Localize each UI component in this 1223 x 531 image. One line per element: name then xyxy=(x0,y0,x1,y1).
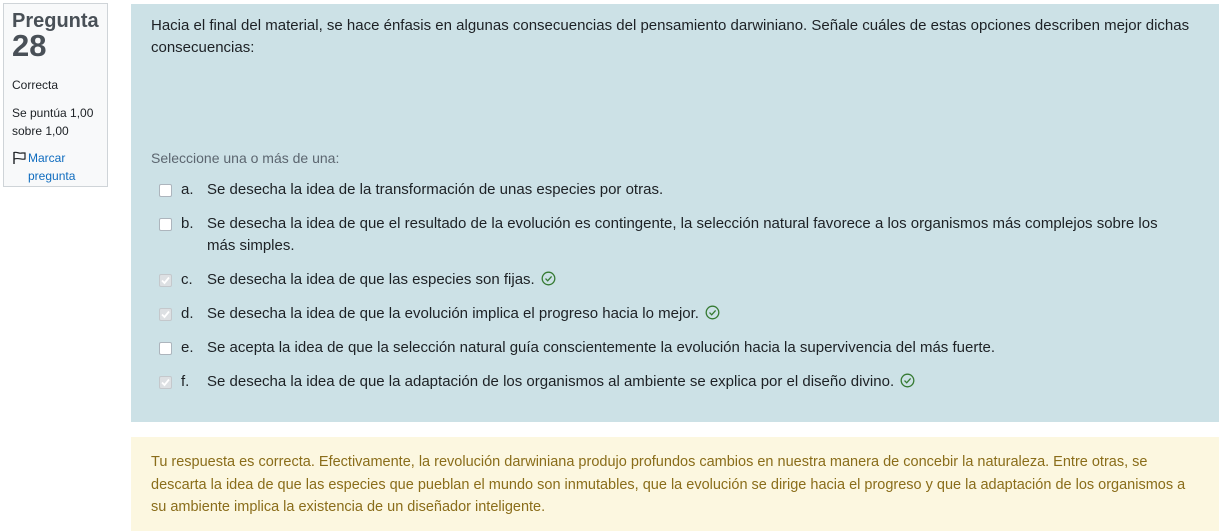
question-info-panel xyxy=(3,3,108,187)
flag-question-label[interactable]: Marcar pregunta xyxy=(28,151,76,183)
answer-option-a[interactable] xyxy=(159,179,1187,201)
flag-icon xyxy=(12,151,27,165)
question-label: Pregunta xyxy=(12,10,99,32)
answer-text-wrap xyxy=(207,213,1187,257)
answer-text-wrap xyxy=(207,179,1187,201)
answer-text: Se desecha la idea de que el resultado de la evolución es contingente, la selección natural favorece a los organismos más complejos sobre los más simples. xyxy=(207,215,1158,254)
answer-option-e[interactable] xyxy=(159,337,1187,359)
answer-prompt: Seleccione una o más de una: xyxy=(151,150,340,166)
answer-text: Se desecha la idea de la transformación de unas especies por otras. xyxy=(207,181,664,198)
question-formulation xyxy=(131,4,1219,422)
answer-text-wrap xyxy=(207,371,1187,393)
answer-letter: b. xyxy=(181,215,194,232)
question-number: 28 xyxy=(12,28,47,63)
answer-letter: a. xyxy=(181,181,194,198)
answer-text-wrap xyxy=(207,269,1187,291)
answer-text-wrap xyxy=(207,303,1187,325)
answer-text: Se desecha la idea de que la evolución implica el progreso hacia lo mejor. xyxy=(207,305,699,322)
correct-icon xyxy=(541,271,556,286)
answer-checkbox-c[interactable] xyxy=(159,274,172,287)
answer-option-d[interactable] xyxy=(159,303,1187,325)
answer-option-c[interactable] xyxy=(159,269,1187,291)
answer-option-b[interactable] xyxy=(159,213,1187,257)
question-grade: Se puntúa 1,00 sobre 1,00 xyxy=(12,106,94,138)
answer-option-f[interactable] xyxy=(159,371,1187,393)
answer-letter: e. xyxy=(181,339,194,356)
question-text: Hacia el final del material, se hace énfasis en algunas consecuencias del pensamiento darwiniano. Señale cuáles de estas opciones describen mejor dichas consecuencias: xyxy=(151,17,1190,56)
correct-icon xyxy=(705,305,720,320)
answer-letter: c. xyxy=(181,271,193,288)
answer-letter: f. xyxy=(181,373,190,390)
question-state: Correcta xyxy=(12,78,59,92)
answer-checkbox-b[interactable] xyxy=(159,218,172,231)
answer-text: Se acepta la idea de que la selección natural guía conscientemente la evolución hacia la supervivencia del más fuerte. xyxy=(207,339,995,356)
answer-checkbox-d[interactable] xyxy=(159,308,172,321)
answer-letter: d. xyxy=(181,305,194,322)
answer-checkbox-a[interactable] xyxy=(159,184,172,197)
answer-text: Se desecha la idea de que las especies son fijas. xyxy=(207,271,535,288)
answer-checkbox-f[interactable] xyxy=(159,376,172,389)
answer-text-wrap xyxy=(207,337,1187,359)
answer-checkbox-e[interactable] xyxy=(159,342,172,355)
flag-question-link[interactable] xyxy=(12,149,99,185)
correct-icon xyxy=(900,373,915,388)
answer-text: Se desecha la idea de que la adaptación de los organismos al ambiente se explica por el diseño divino. xyxy=(207,373,895,390)
general-feedback: Tu respuesta es correcta. Efectivamente, la revolución darwiniana produjo profundos cambios en nuestra manera de concebir la naturaleza. Entre otras, se descarta la idea de que las especies que pueblan el mundo son inmutables, que la evolución se dirige hacia el progreso y que la adaptación de los organismos a su ambiente implica la existencia de un diseñador inteligente. xyxy=(131,437,1219,531)
